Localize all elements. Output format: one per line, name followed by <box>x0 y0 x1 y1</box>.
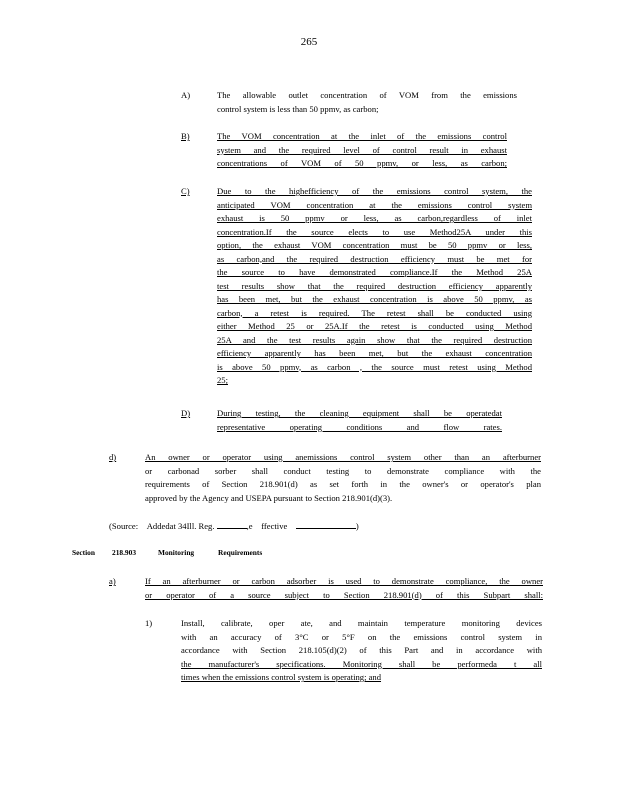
text-line: control system is less than 50 ppmv, as carbon; <box>217 103 379 114</box>
text-line: concentration.If the source elects to use Method25A under this <box>217 226 532 237</box>
text-line: with an accuracy of 3°C or 5°F on the emissions control system in <box>181 631 542 642</box>
text-line: exhaust is 50 ppmv or less, as carbon,regardless of inlet <box>217 213 532 223</box>
text-line: approved by the Agency and USEPA pursuant to Section 218.901(d)(3). <box>145 492 393 503</box>
section-word: Section <box>72 548 95 557</box>
source-suffix: ) <box>355 521 359 531</box>
text-line: anticipated VOM concentration at the emissions control system <box>217 199 532 210</box>
text-line: If an afterburner or carbon adsorber is used to demonstrate compliance, the owner <box>145 576 543 586</box>
text-line: the source to have demonstrated compliance.If the Method 25A <box>217 267 532 277</box>
text-line: accordance with Section 218.105(d)(2) of this Part and in accordance with <box>181 645 542 655</box>
text-line: is above 50 ppmv, as carbon , the source must retest using Method <box>217 361 532 372</box>
text-line: either Method 25 or 25A.If the retest is conducted using Method <box>217 321 532 331</box>
blank-line <box>296 519 356 529</box>
item-label: C) <box>181 186 190 196</box>
item-label: 1) <box>145 618 153 628</box>
text-line: efficiency apparently has been met, but the exhaust concentration <box>217 348 532 358</box>
source-note <box>109 519 359 531</box>
source-mid: ,e <box>246 521 253 531</box>
text-line: system and the required level of control result in exhaust <box>217 144 507 155</box>
item-label: B) <box>181 131 190 141</box>
blank-line <box>217 519 247 529</box>
text-line: representative operating conditions and flow rates. <box>217 421 502 432</box>
section-heading <box>72 548 262 557</box>
section-number: 218.903 <box>112 548 137 557</box>
section-title-word: Monitoring <box>158 548 195 557</box>
source-added: Addedat 34Ill. Reg. <box>146 521 215 531</box>
item-label: D) <box>181 408 191 418</box>
text-line: During testing, the cleaning equipment shall be operatedat <box>217 408 502 418</box>
text-line: option, the exhaust VOM concentration must be 50 ppmv or less, <box>217 240 532 250</box>
text-line: test results show that the required destruction efficiency apparently <box>217 280 532 291</box>
text-line: as carbon,and the required destruction efficiency must be met for <box>217 253 532 264</box>
text-line: The allowable outlet concentration of VOM from the emissions <box>217 90 517 100</box>
text-line: or carbonad sorber shall conduct testing to demonstrate compliance with the <box>145 465 541 476</box>
text-line: times when the emissions control system is operating; and <box>181 672 382 682</box>
text-line: Due to the highefficiency of the emissions control system, the <box>217 186 532 196</box>
text-line: requirements of Section 218.901(d) as set forth in the owner's or operator's plan <box>145 479 541 489</box>
text-line: 25A and the test results again show that the required destruction <box>217 334 532 345</box>
source-effective: ffective <box>261 521 288 531</box>
item-label: A) <box>181 90 191 100</box>
item-label: a) <box>109 576 116 586</box>
source-prefix: (Source: <box>109 521 139 531</box>
text-line: the manufacturer's specifications. Monitoring shall be performeda t all <box>181 658 542 669</box>
text-line: has been met, but the exhaust concentration is above 50 ppmv, as <box>217 294 532 304</box>
page-number: 265 <box>300 36 318 48</box>
section-title-word: Requirements <box>218 548 263 557</box>
text-line: 25; <box>217 375 228 385</box>
text-line: carbon, a retest is required. The retest shall be conducted using <box>217 307 532 318</box>
item-label: d) <box>109 452 117 462</box>
text-line: The VOM concentration at the inlet of the emissions control <box>217 131 507 141</box>
text-line: concentrations of VOM of 50 ppmv, or less, as carbon; <box>217 158 507 168</box>
text-line: or operator of a source subject to Section 218.901(d) of this Subpart shall: <box>145 589 543 600</box>
text-line: Install, calibrate, oper ate, and maintain temperature monitoring devices <box>181 618 542 628</box>
text-line: An owner or operator using anemissions control system other than an afterburner <box>145 452 541 462</box>
